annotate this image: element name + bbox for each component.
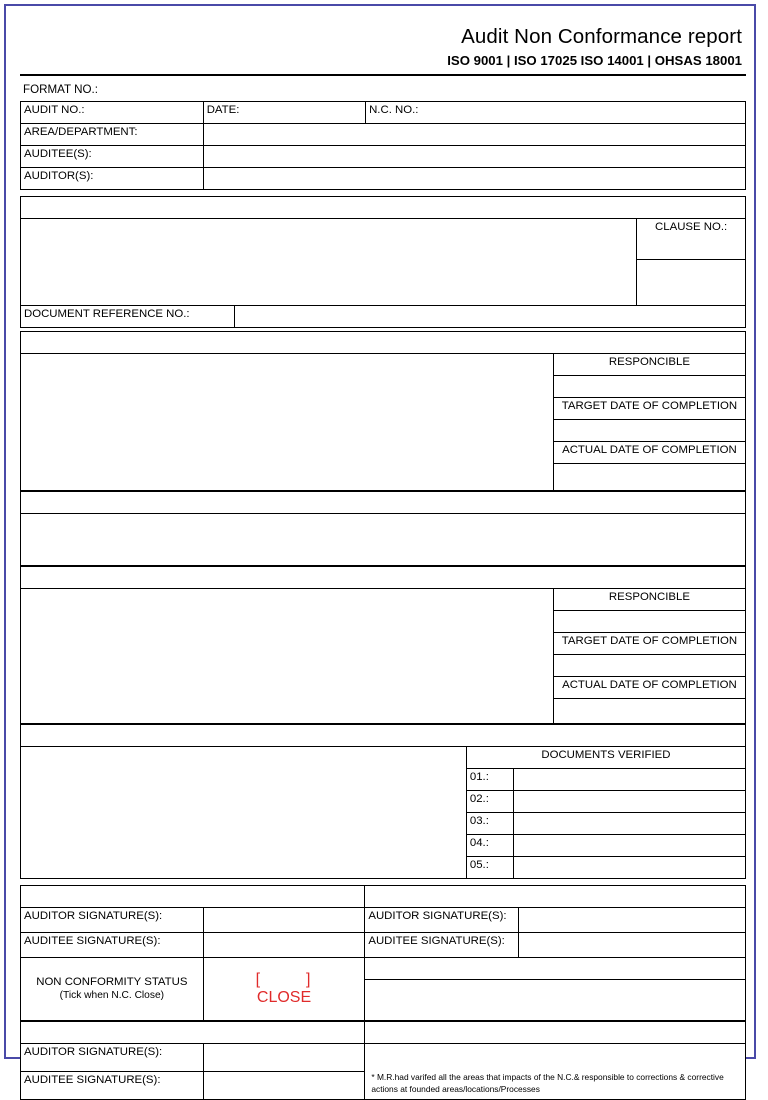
closing-note-value[interactable]: [365, 980, 746, 1021]
table-row: [21, 567, 746, 589]
auditors-label: AUDITOR(S):: [21, 168, 204, 190]
correction-target-date-value[interactable]: [553, 420, 745, 442]
document-row-value[interactable]: [514, 813, 746, 835]
nc-auditee-signature-label: AUDITEE SIGNATURE(S):: [21, 933, 204, 958]
nc-status-label: NON CONFORMITY STATUS: [36, 976, 188, 989]
corrective-actual-date-label: ACTUAL DATE OF COMPLETION: [553, 677, 745, 699]
cca-auditor-signature-value[interactable]: [519, 908, 746, 933]
table-row: [21, 124, 746, 146]
document-row-number: 01.:: [466, 769, 513, 791]
close-auditor-signature-value[interactable]: [203, 1044, 365, 1072]
cca-auditee-signature-value[interactable]: [519, 933, 746, 958]
nc-acceptance-band: N.C. ACCEPTANCE: [21, 886, 365, 908]
mr-signature-value[interactable]: [365, 1044, 746, 1100]
document-row-value[interactable]: [514, 791, 746, 813]
table-row: [21, 1022, 746, 1044]
table-row: [21, 747, 746, 769]
nonconformity-band: NONCONFORMITY OBSERVED: [21, 197, 746, 219]
nc-no-label: N.C. NO.:: [366, 102, 746, 124]
area-department-label: AREA/DEPARTMENT:: [21, 124, 204, 146]
correction-band: CORRECTION: [21, 332, 746, 354]
documents-verified-label: DOCUMENTS VERIFIED: [466, 747, 745, 769]
corrective-actual-date-value[interactable]: [553, 699, 745, 724]
correction-target-date-label: TARGET DATE OF COMPLETION: [553, 398, 745, 420]
corrective-actions-description-value[interactable]: [21, 589, 554, 724]
verification-band: VERIFICATION ON COMPLETION: [21, 725, 746, 747]
table-row: [21, 332, 746, 354]
corrective-target-date-label: TARGET DATE OF COMPLETION: [553, 633, 745, 655]
table-row: [21, 1044, 746, 1072]
nc-status-sub-label: (Tick when N.C. Close): [59, 990, 165, 1002]
corrective-responsible-value[interactable]: [553, 611, 745, 633]
nc-auditor-signature-value[interactable]: [203, 908, 365, 933]
corrective-target-date-value[interactable]: [553, 655, 745, 677]
auditors-value[interactable]: [203, 168, 745, 190]
table-row: [21, 354, 746, 376]
area-department-value[interactable]: [203, 124, 745, 146]
bracket-open-icon: [: [255, 971, 263, 989]
table-row: [21, 492, 746, 514]
table-row: [21, 886, 746, 908]
header-divider: [20, 74, 746, 76]
clause-no-label: CLAUSE NO.:: [637, 219, 746, 259]
close-checkbox-brackets: [207, 971, 362, 989]
table-row: [21, 514, 746, 566]
close-label: CLOSE: [256, 989, 312, 1007]
document-row-number: 03.:: [466, 813, 513, 835]
nc-close-checkbox[interactable]: [203, 958, 365, 1021]
nc-close-acceptance-band: N.C. CLOSE ACCEPTANCE: [21, 1022, 365, 1044]
cca-auditor-signature-label: AUDITOR SIGNATURE(S):: [365, 908, 519, 933]
corrective-responsible-label: RESPONCIBLE: [553, 589, 745, 611]
corrective-actions-table: [20, 566, 746, 724]
document-reference-label: DOCUMENT REFERENCE NO.:: [21, 306, 235, 328]
corrective-actions-band: CORRECTIVE ACTIONS: [21, 567, 746, 589]
page-sheet: [4, 4, 756, 1095]
close-auditee-signature-label: AUDITEE SIGNATURE(S):: [21, 1072, 204, 1100]
cca-auditee-signature-label: AUDITEE SIGNATURE(S):: [365, 933, 519, 958]
table-row: [21, 102, 746, 124]
document-row-value[interactable]: [514, 835, 746, 857]
root-cause-band: ROOT CAUSE(S): [21, 492, 746, 514]
nc-status-label-cell: [21, 958, 204, 1021]
document-row-number: 04.:: [466, 835, 513, 857]
closing-note-band: CLOSING NOTE BY AUDITOR: [365, 958, 746, 980]
document-reference-value[interactable]: [234, 306, 745, 328]
correction-responsible-label: RESPONCIBLE: [553, 354, 745, 376]
page-title: Audit Non Conformance report: [461, 25, 742, 48]
correction-responsible-value[interactable]: [553, 376, 745, 398]
table-row: [21, 589, 746, 611]
table-row: [21, 146, 746, 168]
identification-table: [20, 101, 746, 190]
correction-table: [20, 331, 746, 491]
cca-acceptance-band: CORRECTION / CORRECTIVE ACTIONS ACCEPTANCE: [365, 886, 746, 908]
document-header: [20, 16, 746, 72]
document-row-value[interactable]: [514, 857, 746, 879]
close-auditor-signature-label: AUDITOR SIGNATURE(S):: [21, 1044, 204, 1072]
table-row: [21, 168, 746, 190]
mr-signature-band: MANAGEMENT REPRESENTATIVE SIGNATURE & DATE: [365, 1022, 746, 1044]
table-row: [21, 306, 746, 328]
form-body: [20, 16, 746, 1100]
table-row: [21, 958, 746, 980]
table-row: [21, 933, 746, 958]
clause-no-value[interactable]: [637, 259, 746, 306]
correction-description-value[interactable]: [21, 354, 554, 491]
date-label: DATE:: [203, 102, 365, 124]
document-row-value[interactable]: [514, 769, 746, 791]
nc-auditor-signature-label: AUDITOR SIGNATURE(S):: [21, 908, 204, 933]
format-no-label: FORMAT NO.:: [23, 83, 98, 97]
nonconformity-table: [20, 196, 746, 328]
bracket-close-icon: ]: [306, 971, 313, 989]
root-cause-table: [20, 491, 746, 566]
document-row-number: 05.:: [466, 857, 513, 879]
verification-description-value[interactable]: [21, 747, 467, 879]
table-row: [21, 219, 746, 259]
table-row: [21, 725, 746, 747]
nonconformity-observed-value[interactable]: [21, 219, 637, 306]
table-row: [21, 908, 746, 933]
acceptance-table: [20, 885, 746, 1021]
table-row: [21, 197, 746, 219]
auditees-label: AUDITEE(S):: [21, 146, 204, 168]
nc-auditee-signature-value[interactable]: [203, 933, 365, 958]
standards-line: ISO 9001 | ISO 17025 ISO 14001 | OHSAS 18001: [447, 52, 742, 68]
correction-actual-date-value[interactable]: [553, 464, 745, 491]
audit-no-label: AUDIT NO.:: [21, 102, 204, 124]
document-row-number: 02.:: [466, 791, 513, 813]
close-acceptance-table: [20, 1021, 746, 1100]
correction-actual-date-label: ACTUAL DATE OF COMPLETION: [553, 442, 745, 464]
root-cause-value[interactable]: [21, 514, 746, 566]
auditees-value[interactable]: [203, 146, 745, 168]
close-auditee-signature-value[interactable]: [203, 1072, 365, 1100]
mr-note: * M.R.had varifed all the areas that impacts of the N.C.& responsible to corrections & corrective actions at founded areas/locations/Processes: [371, 1072, 724, 1095]
verification-table: [20, 724, 746, 879]
